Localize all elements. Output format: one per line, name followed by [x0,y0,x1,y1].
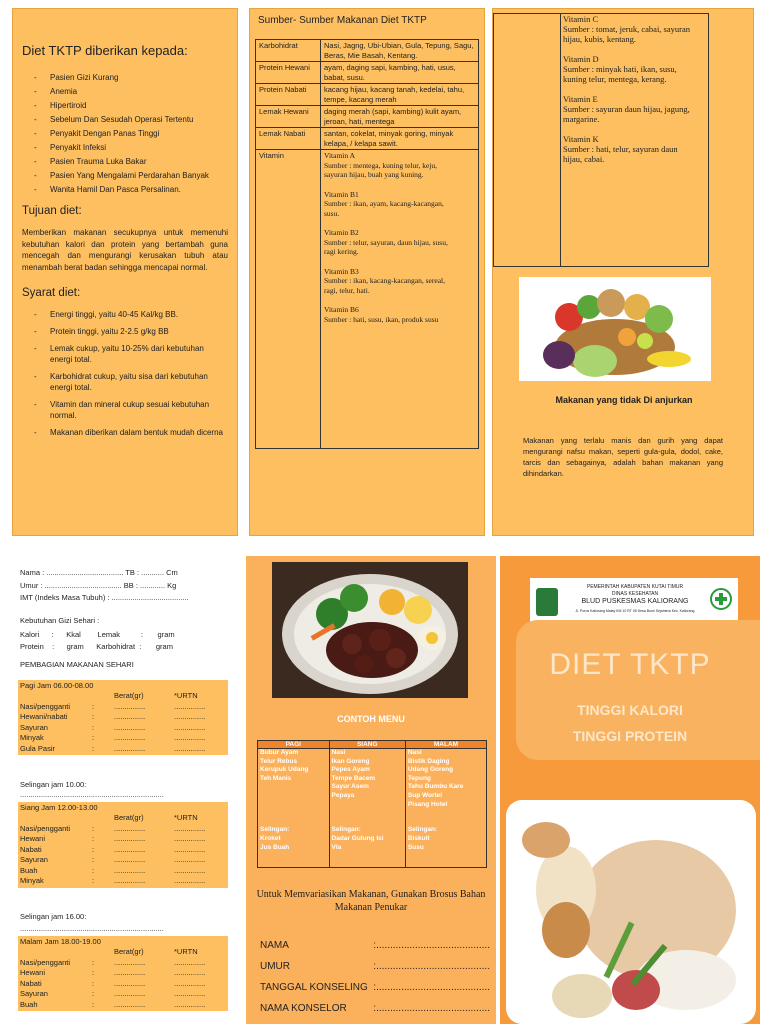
syarat-item: - Makanan diberikan dalam bentuk mudah dicerna [34,427,228,438]
urtn-input[interactable]: ............... [174,855,206,864]
cover-subtitle-1: TINGGI KALORI [577,702,683,718]
menu-malam: Nasi Bistik Daging Udang Goreng Tepung Tahu Bumbu Kare Sup Wortel Pisang Hotel Selingan: Biskuit Susu [405,749,486,868]
meal-row [20,866,226,877]
menu-header-malam: MALAM [405,741,486,749]
meal-row [20,989,226,1000]
panel-patient-form [12,556,238,1024]
source-values: daging merah (sapi, kambing) kulit ayam, jeroan, hati, mentega [321,106,479,128]
colon: : [92,855,95,864]
meal-title: Siang Jam 12.00-13.00 [20,803,98,812]
vitamin-name: Vitamin B2 [324,228,359,237]
source-values: ayam, daging sapi, kambing, hati, usus, babat, susu. [321,62,479,84]
patient-item: - Hipertiroid [34,100,228,111]
cover-title: DIET TKTP [549,648,711,681]
imt-line: IMT (Indeks Masa Tubuh) : ..................................... [20,593,189,602]
sources-table [255,39,479,449]
colon: : [92,722,95,732]
weight-input[interactable]: ............... [114,722,146,732]
selingan-10: Selingan jam 10.00: [20,780,87,789]
source-row [256,106,479,128]
colon: : [92,844,95,854]
source-category: Protein Nabati [256,84,321,106]
umur-line: Umur : ..................................... BB : ............ Kg [20,581,177,590]
source-values: santan, cokelat, minyak goring, minyak kelapa, / kelapa sawit. [321,128,479,150]
source-category: Vitamin [256,150,321,449]
patient-item: - Anemia [34,86,228,97]
siang-box [18,802,228,888]
patient-list [22,72,228,195]
meal-item: Nabati [20,844,42,854]
weight-input[interactable]: ............... [114,743,146,753]
form-field[interactable]: :......................................... [373,982,490,993]
protein-foods-photo [506,800,756,1024]
meal-row [20,712,226,723]
syarat-item: - Energi tinggi, yaitu 40-45 Kal/kg BB. [34,309,228,320]
konseling-form [260,940,490,1024]
urtn-input[interactable]: ............... [174,999,206,1009]
avoid-heading: Makanan yang tidak Di anjurkan [555,395,693,405]
kalori-line: Kalori : Kkal Lemak : gram [20,630,175,639]
meal-item: Nasi/pengganti [20,823,71,833]
colon: : [92,743,95,753]
colon: : [92,968,95,977]
urtn-input[interactable]: ............... [174,865,206,875]
urtn-header: *URTN [174,691,198,700]
syarat-item: - Vitamin dan mineral cukup sesuai kebutuhan normal. [34,399,228,421]
syarat-item: - Karbohidrat cukup, yaitu sisa dari kebutuhan energi total. [34,371,228,393]
source-category: Lemak Nabati [256,128,321,150]
colon: : [92,876,95,885]
patient-item: - Pasien Yang Mengalami Perdarahan Banyak [34,170,228,181]
malam-box [18,936,228,1011]
avoid-text: Makanan yang terlalu manis dan gurih yang dapat mengurangi nafsu makan, seperti gula-gula, dodol, cake, tarcis dan sebagainya, adalah bahan makanan yang dihindarkan. [523,436,723,478]
meal-item: Buah [20,865,38,875]
menu-header-siang: SIANG [329,741,405,749]
spacer [92,813,114,824]
form-label: TANGGAL KONSELING [260,982,368,993]
urtn-header: *URTN [174,813,198,822]
form-row [260,982,490,1003]
weight-input[interactable]: ............... [114,712,146,721]
vitamin-table [493,13,709,267]
vitamin-list-cell [561,14,709,267]
vitamin-name: Vitamin B1 [324,189,359,199]
syarat-item: - Protein tinggi, yaitu 2-2.5 g/kg BB [34,326,228,337]
form-field[interactable]: :......................................... [373,1003,490,1014]
vitamin-source: Sumber : hati, telur, sayuran daun hijau, cabai. [563,144,678,164]
nama-line: Nama : ..................................... TB : ........... Cm [20,568,178,577]
berat-header: Berat(gr) [114,947,144,956]
meal-item: Nasi/pengganti [20,957,71,967]
source-values: Nasi, Jagng, Ubi-Ubian, Gula, Tepung, Sagu, Beras, Mie Basah, Kentang. [321,40,479,62]
kutim-logo-icon [536,588,558,616]
tujuan-text: Memberikan makanan secukupnya untuk memenuhi kebutuhan kalori dan protein yang bertambah guna mencegah dan mengurangi kerusakan tubuh atau menambah berat badan sehingga mencapai normal. [22,228,228,272]
panel-vitamins-avoid [492,8,754,536]
meal-header-row [20,947,226,958]
weight-input[interactable]: ............... [114,989,146,998]
meal-item: Sayuran [20,722,48,732]
dots-line-2: ..................................................................... [20,924,164,933]
patient-item: - Pasien Gizi Kurang [34,72,228,83]
selingan-16: Selingan jam 16.00: [20,912,87,921]
vitamin-source: Sumber : telur, sayuran, daun hijau, susu, ragi kering. [324,237,448,256]
urtn-input[interactable]: ............... [174,733,206,742]
spacer [20,813,92,824]
org-line-3: BLUD PUSKESMAS KALIORANG [581,598,689,605]
colon: : [92,834,95,843]
meal-title: Pagi Jam 06.00-08.00 [20,681,94,690]
urtn-header: *URTN [174,947,198,956]
patient-item: - Sebelum Dan Sesudah Operasi Tertentu [34,114,228,125]
sources-title: Sumber- Sumber Makanan Diet TKTP [258,15,427,26]
berat-header: Berat(gr) [114,691,144,700]
weight-input[interactable]: ............... [114,999,146,1009]
health-cross-icon [710,588,732,610]
weight-input[interactable]: ............... [114,834,146,843]
menu-table [257,740,487,868]
syarat-title: Syarat diet: [22,287,81,299]
meal-item: Sayuran [20,989,48,998]
colon: : [92,733,95,742]
menu-siang: Nasi Ikan Goreng Pepes Ayam Tempe Bacem Sayur Asem Pepaya Selingan: Dadar Gulung Isi Vla [329,749,405,868]
form-label: UMUR [260,961,290,972]
meal-row [20,876,226,887]
vitamin-source: Sumber : tomat, jeruk, cabai, sayuran hijau, kubis, kentang. [563,24,690,44]
source-category: Karbohidrat [256,40,321,62]
form-label: NAMA KONSELOR [260,1003,347,1014]
urtn-input[interactable]: ............... [174,834,206,843]
spacer [92,947,114,958]
org-address: Jl. Poros Kaliorang Malay KM 10 RT 05 Desa Bumi Sejahtera Kec. Kaliorang [575,609,695,613]
colon: : [92,989,95,998]
vitamin-source: Sumber : minyak hati, ikan, susu, kuning telur, mentega, kerang. [563,64,677,84]
spacer [20,691,92,702]
panel-menu-example [246,556,496,1024]
colon: : [92,978,95,988]
contoh-menu-title: CONTOH MENU [337,714,405,724]
patient-item: - Penyakit Infeksi [34,142,228,153]
weight-input[interactable]: ............... [114,855,146,864]
panel-food-sources [249,8,485,536]
vitamin-source: Sumber : mentega, kuning telur, keju, sayuran hijau, buah yang kuning. [324,160,438,179]
vitamin-row [494,14,709,267]
urtn-input[interactable]: ............... [174,712,206,721]
form-row [260,940,490,961]
meal-item: Nasi/pengganti [20,701,71,711]
colon: : [92,865,95,875]
source-category: Protein Hewani [256,62,321,84]
spacer [92,691,114,702]
diet-heading: Diet TKTP diberikan kepada: [22,43,188,58]
form-field[interactable]: :......................................... [373,940,490,951]
panel-diet-tktp-info [12,8,238,536]
patient-item: - Pasien Trauma Luka Bakar [34,156,228,167]
meal-item: Nabati [20,978,42,988]
cover-subtitle-2: TINGGI PROTEIN [572,728,688,744]
kebutuhan-line: Kebutuhan Gizi Sehari : [20,616,100,625]
source-row [256,62,479,84]
vitamin-empty-cell [494,14,561,267]
meal-title: Malam Jam 18.00-19.00 [20,937,101,946]
weight-input[interactable]: ............... [114,978,146,988]
vitamin-source: Sumber : sayuran daun hijau, jagung, margarine. [563,104,690,124]
meal-row [20,744,226,755]
colon: : [92,957,95,967]
meal-header-row [20,813,226,824]
source-values [321,150,479,449]
colon: : [92,823,95,833]
vitamin-source: Sumber : ikan, kacang-kacangan, sereal, ragi, telur, hati. [324,276,445,295]
vitamin-source: Sumber : hati, susu, ikan, produk susu [324,314,439,324]
meal-row [20,824,226,835]
syarat-list [22,309,228,438]
menu-header-pagi: PAGI [258,741,330,749]
weight-input[interactable]: ............... [114,733,146,742]
vitamin-source: Sumber : ikan, ayam, kacang-kacangan, susu. [324,199,444,218]
urtn-input[interactable]: ............... [174,743,206,753]
meal-item: Hewani [20,834,46,843]
form-row [260,961,490,982]
form-row [260,1003,490,1024]
colon: : [92,701,95,711]
meal-item: Gula Pasir [20,743,56,753]
meal-row [20,855,226,866]
source-row [256,40,479,62]
urtn-input[interactable]: ............... [174,989,206,998]
meal-row [20,968,226,979]
urtn-input[interactable]: ............... [174,722,206,732]
vitamin-name: Vitamin B3 [324,266,359,276]
source-row [256,150,479,449]
urtn-input[interactable]: ............... [174,701,206,711]
urtn-input[interactable]: ............... [174,823,206,833]
source-row [256,84,479,106]
urtn-input[interactable]: ............... [174,978,206,988]
patient-item: - Wanita Hamil Dan Pasca Persalinan. [34,184,228,195]
urtn-input[interactable]: ............... [174,844,206,854]
meal-item: Buah [20,999,38,1009]
syarat-item: - Lemak cukup, yaitu 10-25% dari kebutuhan energi total. [34,343,228,365]
meal-row [20,1000,226,1011]
meal-item: Hewani [20,968,46,977]
weight-input[interactable]: ............... [114,876,146,885]
dots-line-1: ..................................................................... [20,790,164,799]
meal-item: Hewani/nabati [20,712,68,721]
exchange-note: Untuk Memvariasikan Makanan, Gunakan Brosus Bahan Makanan Penukar [256,889,486,913]
vitamin-name: Vitamin C [563,14,599,24]
form-field[interactable]: :......................................... [373,961,490,972]
vitamin-name: Vitamin E [563,94,598,104]
meal-row [20,723,226,734]
protein-line: Protein : gram Karbohidrat : gram [20,642,173,651]
pagi-box [18,680,228,755]
meal-item: Minyak [20,733,44,742]
urtn-input[interactable]: ............... [174,968,206,977]
meal-row [20,845,226,856]
vitamin-name: Vitamin B6 [324,305,359,314]
colon: : [92,712,95,721]
meal-header-row [20,691,226,702]
weight-input[interactable]: ............... [114,957,146,967]
vitamin-name: Vitamin D [563,54,599,64]
meal-item: Minyak [20,876,44,885]
meal-row [20,733,226,744]
pembagian-line: PEMBAGIAN MAKANAN SEHARI [20,660,134,669]
spacer [20,947,92,958]
weight-input[interactable]: ............... [114,968,146,977]
meal-item: Sayuran [20,855,48,864]
menu-pagi: Bubur Ayam Telur Rebus Kerupuk Udang Teh Manis Selingan: Kroket Jus Buah [258,749,330,868]
source-category: Lemak Hewani [256,106,321,128]
org-line-2: DINAS KESEHATAN [611,591,659,597]
vitamin-name: Vitamin A [324,151,356,160]
colon: : [92,999,95,1009]
org-line-1: PEMERINTAH KABUPATEN KUTAI TIMUR [586,584,684,590]
meal-row [20,958,226,969]
weight-input[interactable]: ............... [114,701,146,711]
urtn-input[interactable]: ............... [174,957,206,967]
patient-item: - Penyakit Dengan Panas Tinggi [34,128,228,139]
weight-input[interactable]: ............... [114,823,146,833]
meat-dish-photo [272,562,468,698]
tujuan-title: Tujuan diet: [22,205,82,217]
berat-header: Berat(gr) [114,813,144,822]
panel-cover [500,556,760,1024]
urtn-input[interactable]: ............... [174,876,206,885]
meal-row [20,979,226,990]
meal-row [20,702,226,713]
vitamin-name: Vitamin K [563,134,599,144]
vegetable-basket-photo [519,277,711,381]
meal-row [20,834,226,845]
weight-input[interactable]: ............... [114,844,146,854]
form-label: NAMA [260,940,289,951]
source-values: kacang hijau, kacang tanah, kedelai, tahu, tempe, kacang merah [321,84,479,106]
source-row [256,128,479,150]
weight-input[interactable]: ............... [114,865,146,875]
